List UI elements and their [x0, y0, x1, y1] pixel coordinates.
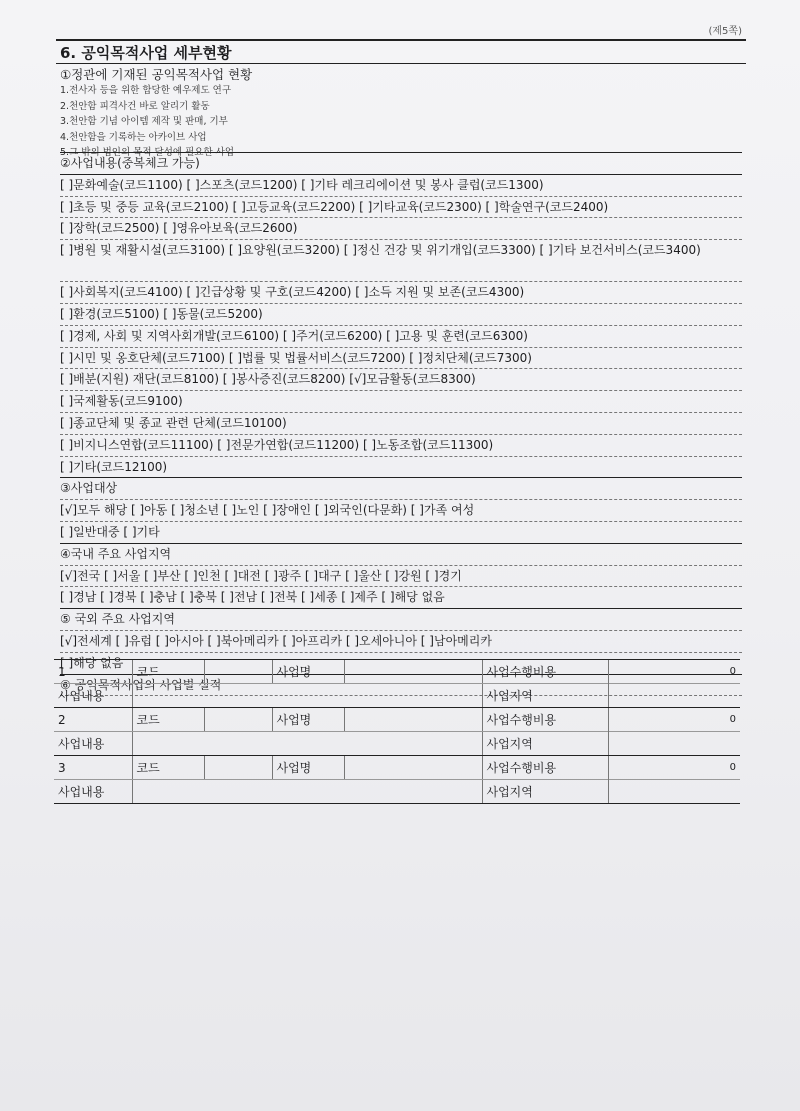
code-label: 코드 — [132, 660, 204, 684]
name-value — [344, 708, 482, 732]
code-value — [204, 660, 272, 684]
checkbox-row: [ ]경남 [ ]경북 [ ]충남 [ ]충북 [ ]전남 [ ]전북 [ ]세종 [ ]제주 [ ]해당 없음 — [60, 587, 742, 609]
checkbox-row: [√]전세계 [ ]유럽 [ ]아시아 [ ]북아메리카 [ ]아프리카 [ ]오세아니아 [ ]남아메리카 — [60, 631, 742, 653]
name-label: 사업명 — [272, 708, 344, 732]
list-item: 3.천안함 기념 아이템 제작 및 판매, 기부 — [60, 116, 228, 127]
region-value — [608, 780, 740, 804]
cost-label: 사업수행비용 — [482, 756, 608, 780]
checkbox-row: [ ]초등 및 중등 교육(코드2100) [ ]고등교육(코드2200) [ ]기타교육(코드2300) [ ]학술연구(코드2400) — [60, 197, 742, 219]
section-heading: ②사업내용(중복체크 가능) — [60, 152, 742, 175]
name-value — [344, 756, 482, 780]
checkbox-row: [ ]일반대중 [ ]기타 — [60, 522, 742, 544]
content-value — [132, 732, 482, 756]
region-value — [608, 684, 740, 708]
entry-number: 1 — [54, 660, 132, 684]
checkbox-row: [ ]사회복지(코드4100) [ ]긴급상황 및 구호(코드4200) [ ]소득 지원 및 보존(코드4300) — [60, 282, 742, 304]
table-row — [54, 708, 740, 732]
title-rule — [56, 63, 746, 64]
cost-label: 사업수행비용 — [482, 660, 608, 684]
table-row — [54, 780, 740, 804]
content-value — [132, 684, 482, 708]
checkbox-row: [ ]종교단체 및 종교 관련 단체(코드10100) — [60, 413, 742, 435]
cost-value: 0 — [608, 708, 740, 732]
list-item: 1.전사자 등을 위한 합당한 예우제도 연구 — [60, 85, 231, 96]
checkbox-row: [ ]비지니스연합(코드11100) [ ]전문가연합(코드11200) [ ]노동조합(코드11300) — [60, 435, 742, 457]
table-row — [54, 732, 740, 756]
checkbox-row: [ ]문화예술(코드1100) [ ]스포츠(코드1200) [ ]기타 레크리에이션 및 봉사 클럽(코드1300) — [60, 175, 742, 197]
checkbox-row: [ ]해당 없음 — [60, 653, 742, 675]
section-heading: ③사업대상 — [60, 478, 742, 500]
code-label: 코드 — [132, 756, 204, 780]
name-label: 사업명 — [272, 756, 344, 780]
checkbox-row: [ ]경제, 사회 및 지역사회개발(코드6100) [ ]주거(코드6200) [ ]고용 및 훈련(코드6300) — [60, 326, 742, 348]
cost-value: 0 — [608, 756, 740, 780]
checkbox-row: [ ]장학(코드2500) [ ]영유아보육(코드2600) — [60, 218, 742, 240]
code-label: 코드 — [132, 708, 204, 732]
table-row — [54, 684, 740, 708]
content-label: 사업내용 — [54, 684, 132, 708]
region-label: 사업지역 — [482, 732, 608, 756]
cost-value: 0 — [608, 660, 740, 684]
checkbox-row: [√]모두 해당 [ ]아동 [ ]청소년 [ ]노인 [ ]장애인 [ ]외국인(다문화) [ ]가족 여성 — [60, 500, 742, 522]
region-label: 사업지역 — [482, 780, 608, 804]
checkbox-row: [ ]배분(지원) 재단(코드8100) [ ]봉사증진(코드8200) [√]모금활동(코드8300) — [60, 369, 742, 391]
performance-table — [54, 659, 740, 804]
content-value — [132, 780, 482, 804]
section-heading: ⑥ 공익목적사업의 사업별 실적 — [60, 675, 742, 697]
entry-number: 2 — [54, 708, 132, 732]
table-row — [54, 756, 740, 780]
entry-number: 3 — [54, 756, 132, 780]
checkbox-row: [ ]국제활동(코드9100) — [60, 391, 742, 413]
section-heading: ⑤ 국외 주요 사업지역 — [60, 609, 742, 631]
list-item: 4.천안함을 기록하는 아카이브 사업 — [60, 131, 207, 143]
checkbox-row: [√]전국 [ ]서울 [ ]부산 [ ]인천 [ ]대전 [ ]광주 [ ]대구 [ ]울산 [ ]강원 [ ]경기 — [60, 566, 742, 588]
section-business-content — [60, 152, 742, 696]
page-number: (제5쪽) — [708, 26, 742, 37]
region-value — [608, 732, 740, 756]
region-label: 사업지역 — [482, 684, 608, 708]
section-articles — [60, 66, 740, 161]
name-value — [344, 660, 482, 684]
table-row — [54, 660, 740, 684]
page-title: 6. 공익목적사업 세부현황 — [60, 44, 232, 62]
name-label: 사업명 — [272, 660, 344, 684]
section-heading: ④국내 주요 사업지역 — [60, 544, 742, 566]
content-label: 사업내용 — [54, 780, 132, 804]
top-rule — [56, 39, 746, 41]
code-value — [204, 708, 272, 732]
list-item: 5.그 밖의 법인의 목적 달성에 필요한 사업 — [60, 147, 235, 158]
checkbox-row: [ ]환경(코드5100) [ ]동물(코드5200) — [60, 304, 742, 326]
checkbox-row: [ ]병원 및 재활시설(코드3100) [ ]요양원(코드3200) [ ]정신 건강 및 위기개입(코드3300) [ ]기타 보건서비스(코드3400) — [60, 240, 742, 282]
checkbox-row: [ ]기타(코드12100) — [60, 457, 742, 479]
section-heading: ①정관에 기재된 공익목적사업 현황 — [60, 67, 253, 82]
checkbox-row: [ ]시민 및 옹호단체(코드7100) [ ]법률 및 법률서비스(코드7200) [ ]정치단체(코드7300) — [60, 348, 742, 370]
cost-label: 사업수행비용 — [482, 708, 608, 732]
content-label: 사업내용 — [54, 732, 132, 756]
code-value — [204, 756, 272, 780]
list-item: 2.천안함 피격사건 바로 알리기 활동 — [60, 100, 210, 112]
